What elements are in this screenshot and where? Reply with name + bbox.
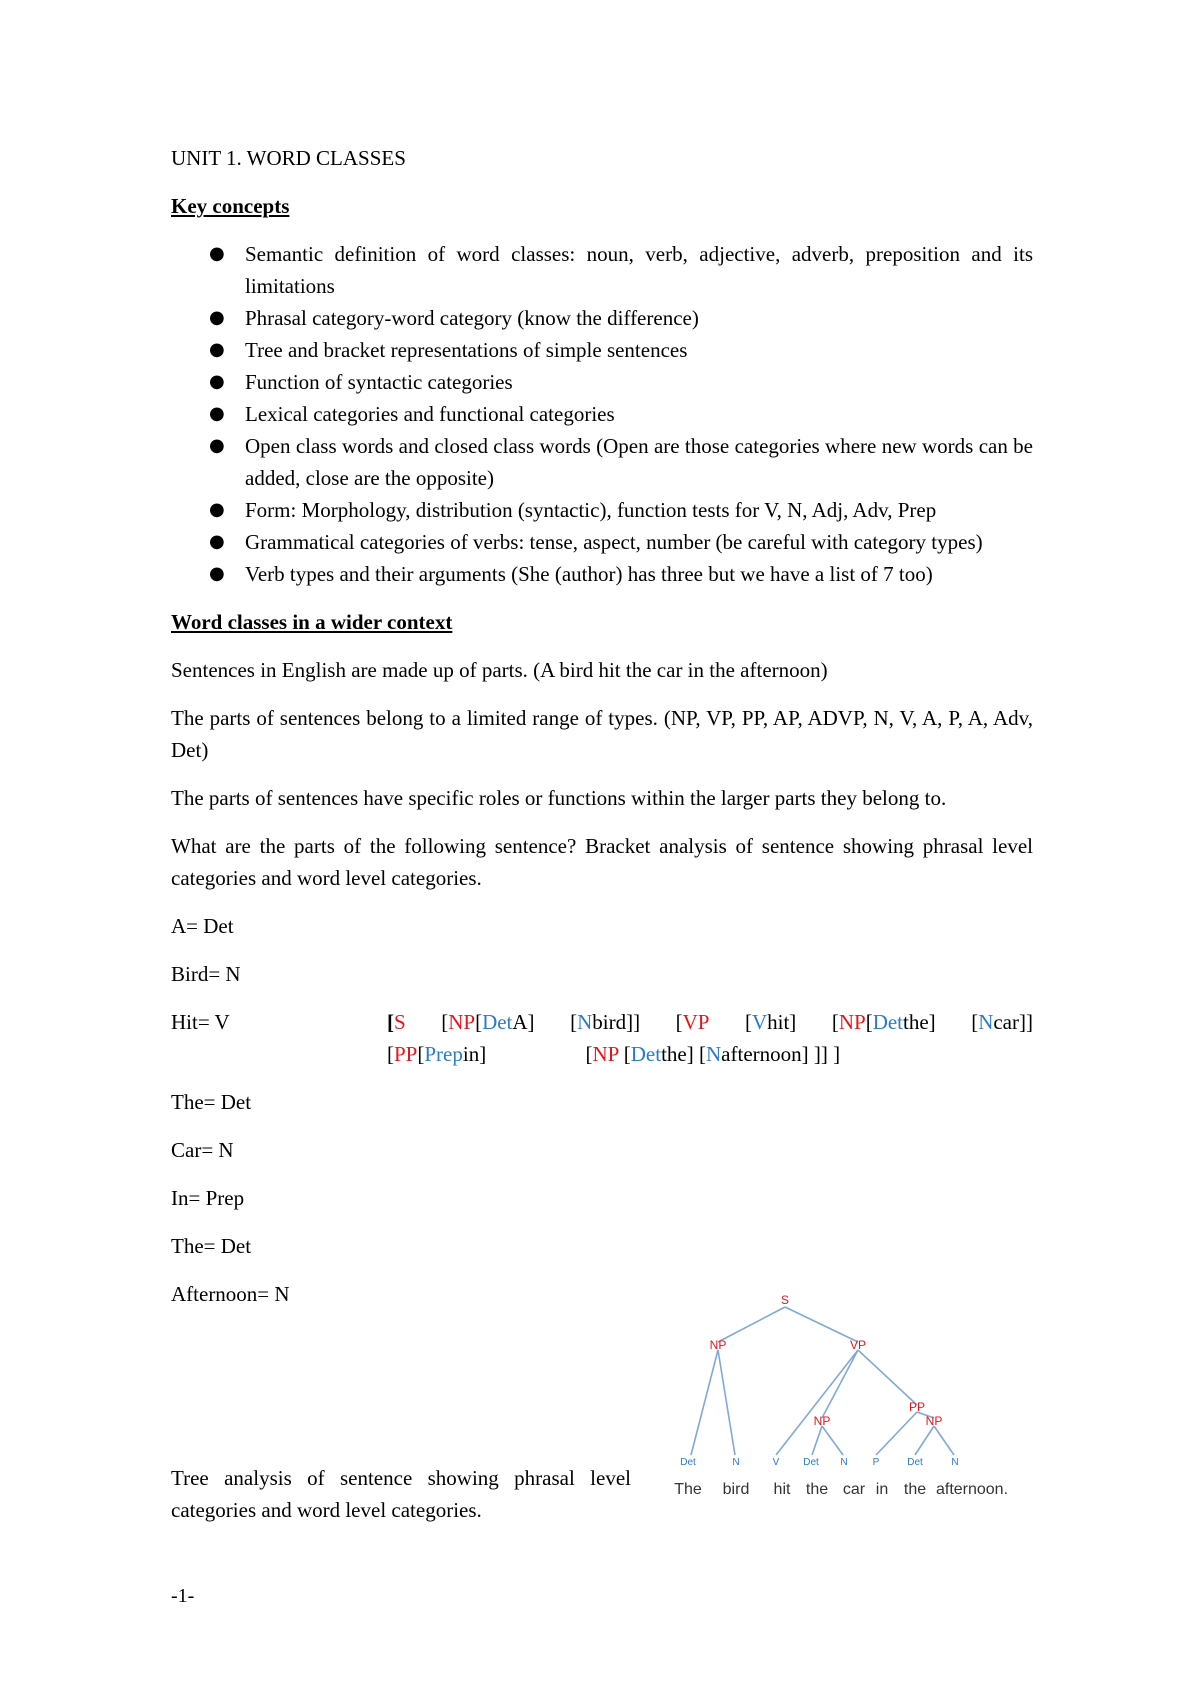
word-category-item: A= Det [171,914,234,938]
edge-pp-p [876,1412,917,1455]
bullet-icon: ● [209,563,225,584]
bullet-icon: ● [209,403,225,424]
edge-np-det2 [812,1426,822,1455]
tree-word: in [875,1481,889,1498]
node-n: N [951,1457,959,1468]
tree-word: the [805,1481,829,1498]
bullet-icon: ● [209,531,225,552]
edge-np-det3 [915,1426,934,1455]
edge-s-vp [785,1307,858,1342]
node-np: NP [813,1414,831,1428]
edge-np-n [718,1350,735,1455]
tree-word: hit [773,1481,791,1498]
node-det: Det [680,1457,696,1468]
tree-word: bird [722,1481,750,1498]
edge-s-np [718,1307,785,1342]
edge-np-n3 [934,1426,954,1455]
paragraph: What are the parts of the following sentence? Bracket analysis of sentence showing phrasal level categories and word level categories. [171,834,1033,890]
list-item: ● Verb types and their arguments (She (author) has three but we have a list of 7 too) [171,558,1033,590]
node-s: S [780,1293,790,1307]
tree-word: The [674,1481,702,1498]
list-item: ● Semantic definition of word classes: noun, verb, adjective, adverb, preposition and its limitations [171,238,1033,302]
bullet-icon: ● [209,499,225,520]
word-category-item: In= Prep [171,1186,245,1210]
edge-vp-pp [858,1350,917,1405]
word-category-item: Afternoon= N [171,1282,290,1306]
syntax-tree-diagram [650,1290,1030,1530]
node-n: N [732,1457,740,1468]
word-category-item: Bird= N [171,962,241,986]
edge-np-n2 [822,1426,843,1455]
list-item: ● Open class words and closed class words (Open are those categories where new words can be added, close are the opposite) [171,430,1033,494]
node-n: N [840,1457,848,1468]
node-vp: VP [849,1338,867,1352]
list-item: ● Form: Morphology, distribution (syntactic), function tests for V, N, Adj, Adv, Prep [171,494,1033,526]
node-det: Det [907,1457,923,1468]
bullet-icon: ● [209,371,225,392]
word-category-list [171,910,1033,1310]
node-v: V [772,1457,780,1468]
paragraph: Sentences in English are made up of parts. (A bird hit the car in the afternoon) [171,658,828,682]
bullet-icon: ● [209,339,225,360]
page-number: -1- [171,1585,195,1607]
list-item: ● Phrasal category-word category (know the difference) [171,302,1033,334]
list-item: ● Grammatical categories of verbs: tense, aspect, number (be careful with category types) [171,526,1033,558]
word-category-item: The= Det [171,1234,252,1258]
bracket-analysis [387,1006,1033,1070]
bullet-icon: ● [209,243,225,264]
tree-word: the [903,1481,927,1498]
bracket-analysis-row [171,1006,1033,1070]
bullet-icon: ● [209,435,225,456]
node-np: NP [709,1338,727,1352]
paragraph: The parts of sentences have specific roles or functions within the larger parts they belong to. [171,786,947,810]
text-column [171,142,1033,1326]
key-concepts-list [171,238,1033,590]
node-det: Det [803,1457,819,1468]
bracket-line-2: [PP[Prepin] [NP [Detthe] [Nafternoon] ]] ] [387,1042,841,1066]
wider-context-heading: Word classes in a wider context [171,610,453,634]
word-category-item: Car= N [171,1138,234,1162]
list-item: ● Lexical categories and functional categories [171,398,1033,430]
word-category-item: Hit= V [171,1010,230,1034]
bullet-icon: ● [209,307,225,328]
paragraph: The parts of sentences belong to a limited range of types. (NP, VP, PP, AP, ADVP, N, V, A, P, A, Adv, Det) [171,706,1033,762]
tree-caption: Tree analysis of sentence showing phrasal level categories and word level categories. [171,1466,631,1522]
edge-np-det [691,1350,718,1455]
node-np: NP [925,1414,943,1428]
tree-edges [691,1307,954,1455]
node-p: P [872,1457,880,1468]
node-pp: PP [908,1400,926,1414]
bracket-line-1: [S [NP[DetA] [Nbird]] [VP [Vhit] [NP[Detthe] [Ncar]] [387,1010,1033,1034]
word-category-item: The= Det [171,1090,252,1114]
unit-title: UNIT 1. WORD CLASSES [171,146,406,170]
list-item: ● Function of syntactic categories [171,366,1033,398]
tree-word: car [842,1481,866,1498]
tree-word: afternoon. [935,1481,1009,1498]
edge-vp-np [822,1350,858,1418]
list-item: ● Tree and bracket representations of simple sentences [171,334,1033,366]
key-concepts-heading: Key concepts [171,194,290,218]
